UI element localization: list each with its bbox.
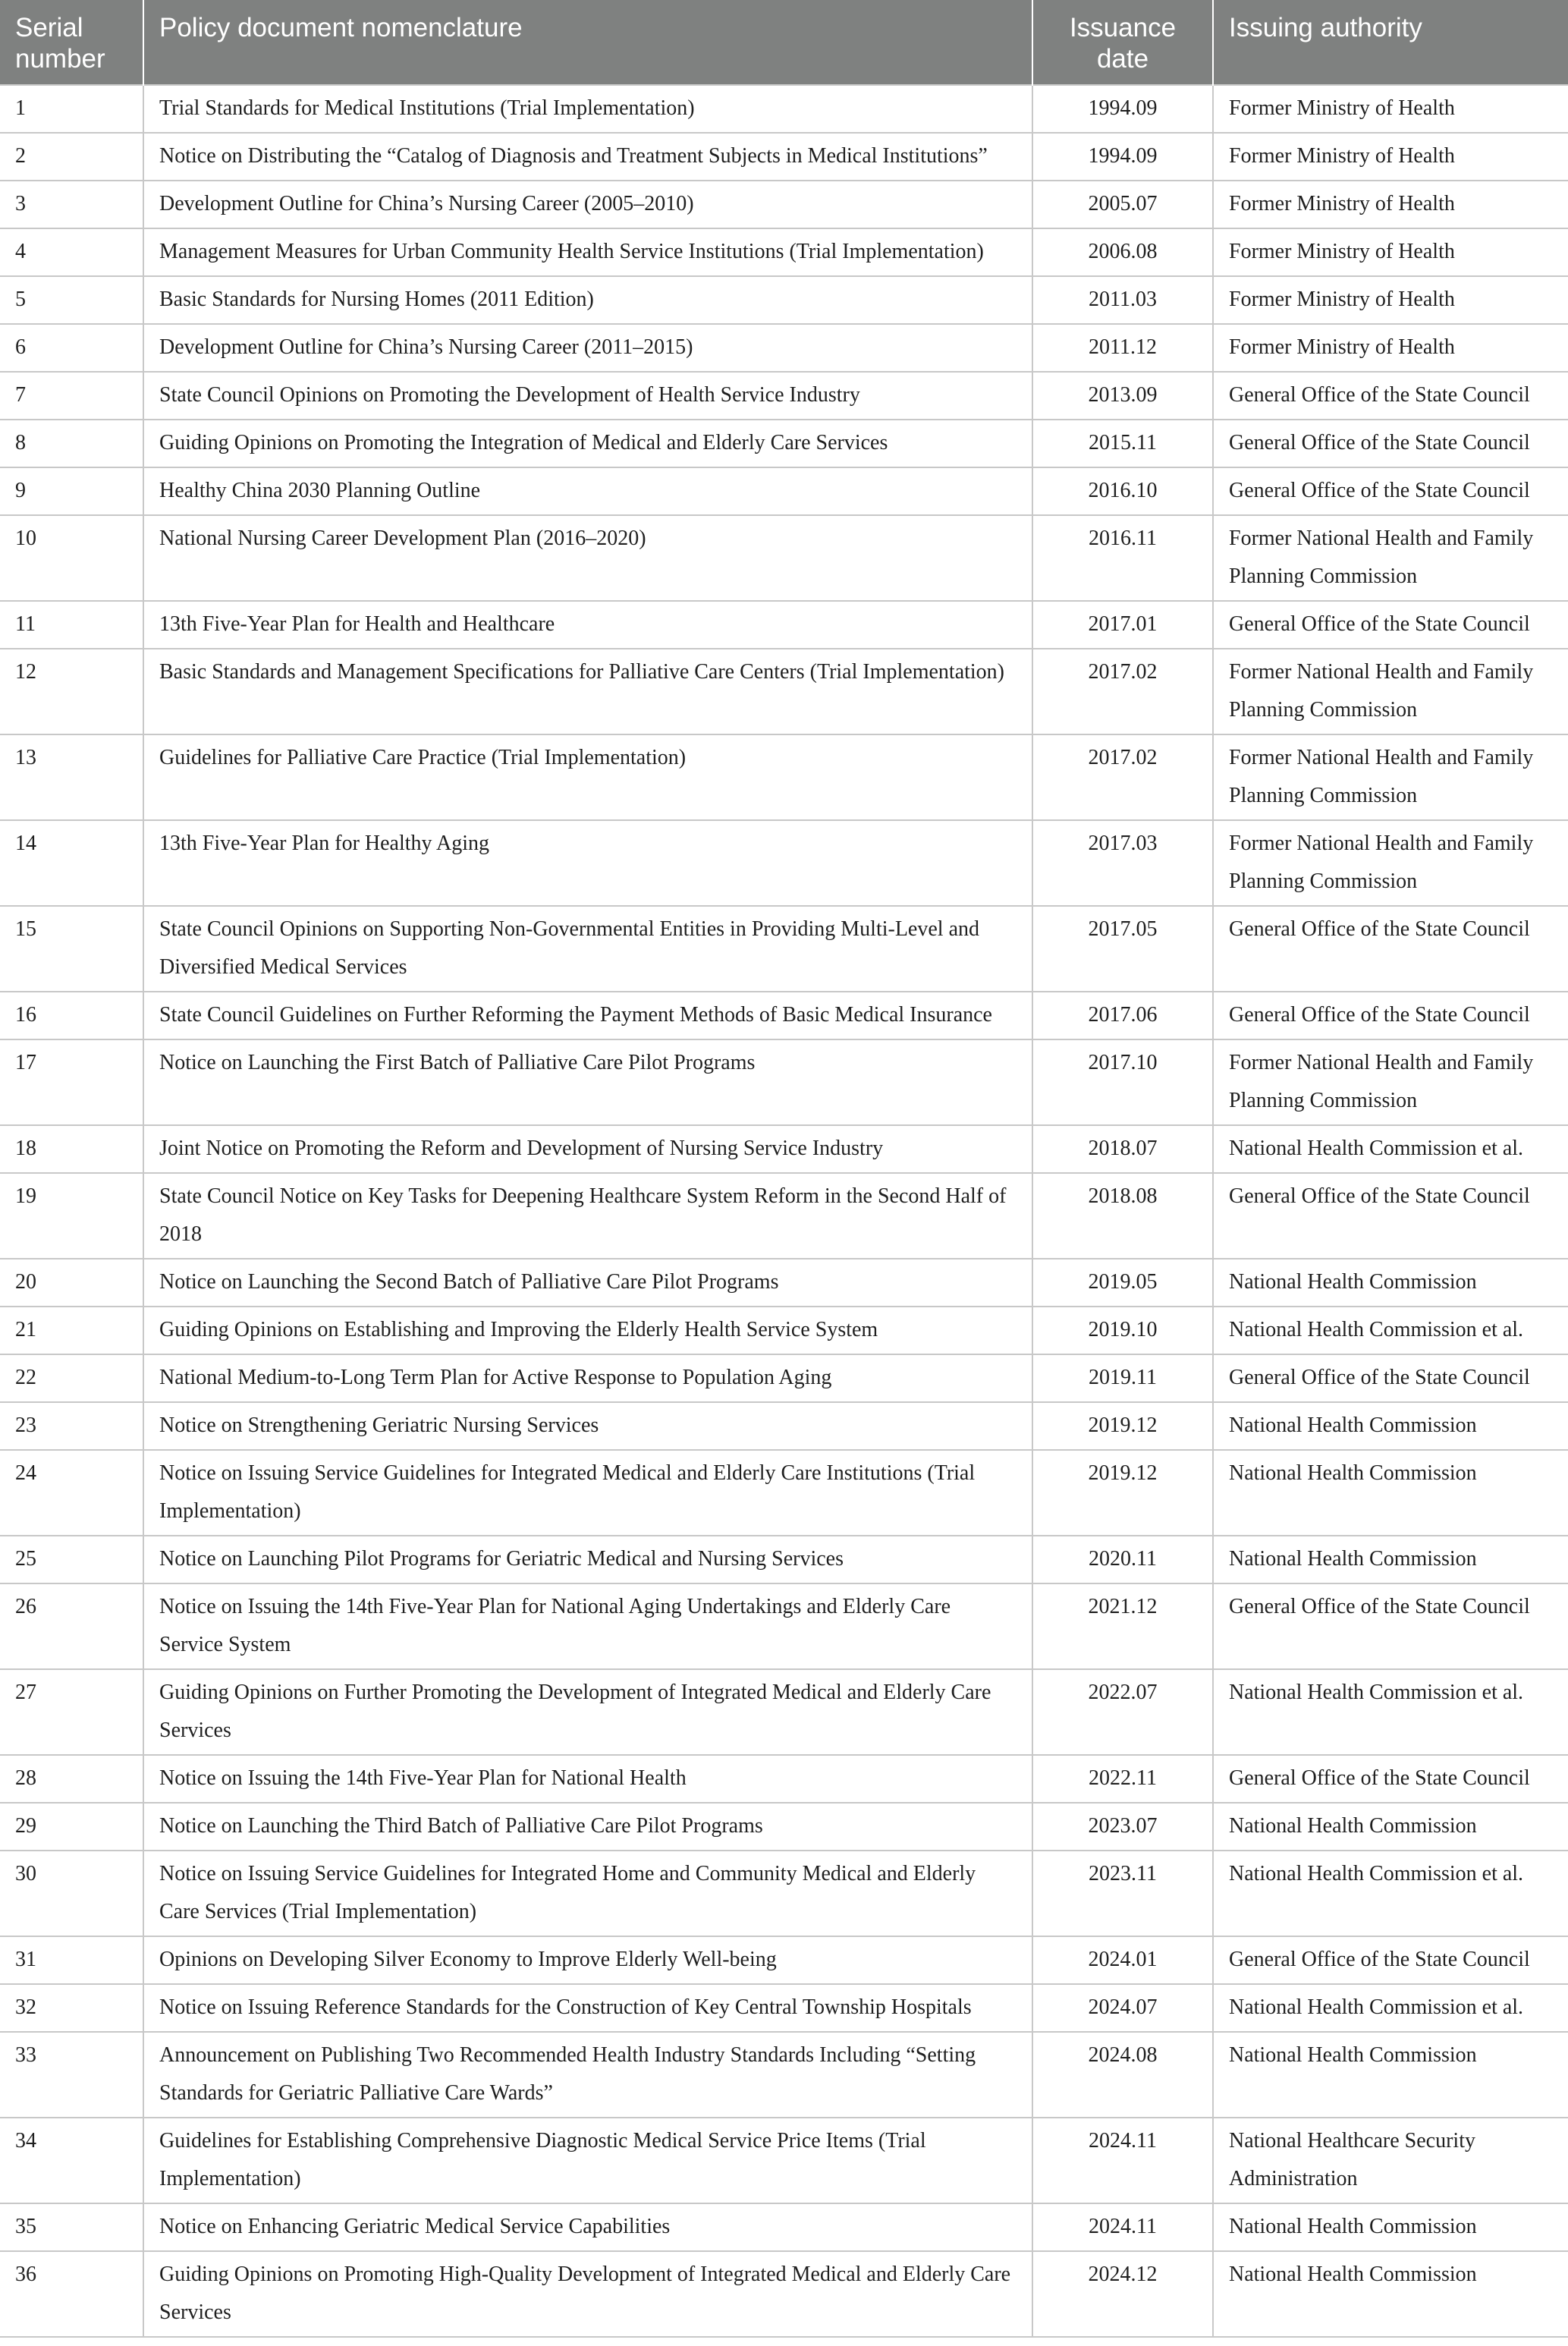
policy-document-cell: Trial Standards for Medical Institutions (Trial Implementation) — [143, 85, 1032, 133]
issuance-date-cell: 2011.12 — [1032, 324, 1213, 372]
issuing-authority-cell: Former National Health and Family Planning Commission — [1213, 820, 1568, 906]
serial-number-cell: 33 — [0, 2032, 143, 2118]
issuance-date-cell: 2023.07 — [1032, 1803, 1213, 1851]
issuance-date-cell: 2018.07 — [1032, 1125, 1213, 1173]
serial-number-cell: 5 — [0, 276, 143, 324]
policy-document-cell: Notice on Launching the Second Batch of Palliative Care Pilot Programs — [143, 1259, 1032, 1307]
table-row — [0, 467, 1568, 515]
table-row — [0, 2203, 1568, 2251]
issuing-authority-cell: National Health Commission — [1213, 1402, 1568, 1450]
issuing-authority-cell: Former National Health and Family Planning Commission — [1213, 515, 1568, 601]
issuing-authority-cell: National Health Commission et al. — [1213, 1307, 1568, 1354]
policy-document-cell: Notice on Issuing the 14th Five-Year Plan for National Health — [143, 1755, 1032, 1803]
serial-number-cell: 17 — [0, 1039, 143, 1125]
issuance-date-cell: 2019.11 — [1032, 1354, 1213, 1402]
issuance-date-cell: 2006.08 — [1032, 228, 1213, 276]
issuance-date-cell: 2019.10 — [1032, 1307, 1213, 1354]
table-row — [0, 133, 1568, 181]
issuing-authority-cell: General Office of the State Council — [1213, 1354, 1568, 1402]
issuance-date-cell: 2024.12 — [1032, 2251, 1213, 2337]
policy-document-cell: Notice on Launching the Third Batch of Palliative Care Pilot Programs — [143, 1803, 1032, 1851]
table-row — [0, 1307, 1568, 1354]
policy-document-cell: National Medium-to-Long Term Plan for Active Response to Population Aging — [143, 1354, 1032, 1402]
issuing-authority-cell: General Office of the State Council — [1213, 992, 1568, 1039]
serial-number-cell: 21 — [0, 1307, 143, 1354]
issuance-date-cell: 2023.11 — [1032, 1851, 1213, 1936]
issuance-date-cell: 2016.10 — [1032, 467, 1213, 515]
issuance-date-cell: 2019.12 — [1032, 1402, 1213, 1450]
table-row — [0, 820, 1568, 906]
issuance-date-cell: 2017.06 — [1032, 992, 1213, 1039]
table-row — [0, 2251, 1568, 2337]
issuance-date-cell: 2017.03 — [1032, 820, 1213, 906]
serial-number-cell: 20 — [0, 1259, 143, 1307]
issuing-authority-cell: General Office of the State Council — [1213, 1936, 1568, 1984]
serial-number-cell: 27 — [0, 1669, 143, 1755]
serial-number-cell: 36 — [0, 2251, 143, 2337]
issuance-date-cell: 2024.11 — [1032, 2203, 1213, 2251]
issuance-date-cell: 2013.09 — [1032, 372, 1213, 420]
serial-number-cell: 16 — [0, 992, 143, 1039]
issuance-date-cell: 2016.11 — [1032, 515, 1213, 601]
issuing-authority-cell: Former Ministry of Health — [1213, 181, 1568, 228]
policy-document-cell: Notice on Distributing the “Catalog of Diagnosis and Treatment Subjects in Medical Institutions” — [143, 133, 1032, 181]
issuing-authority-cell: Former National Health and Family Planning Commission — [1213, 1039, 1568, 1125]
issuance-date-cell: 2017.10 — [1032, 1039, 1213, 1125]
issuance-date-cell: 2011.03 — [1032, 276, 1213, 324]
issuing-authority-cell: Former National Health and Family Planning Commission — [1213, 734, 1568, 820]
serial-number-cell: 6 — [0, 324, 143, 372]
table-body — [0, 85, 1568, 2337]
policy-document-cell: Guiding Opinions on Promoting High-Quality Development of Integrated Medical and Elderly Care Services — [143, 2251, 1032, 2337]
issuing-authority-cell: General Office of the State Council — [1213, 601, 1568, 649]
table-row — [0, 181, 1568, 228]
serial-number-cell: 2 — [0, 133, 143, 181]
issuance-date-cell: 2022.11 — [1032, 1755, 1213, 1803]
issuing-authority-cell: General Office of the State Council — [1213, 1173, 1568, 1259]
table-row — [0, 601, 1568, 649]
issuing-authority-cell: Former National Health and Family Planning Commission — [1213, 649, 1568, 734]
serial-number-cell: 25 — [0, 1536, 143, 1583]
policy-document-cell: Notice on Strengthening Geriatric Nursing Services — [143, 1402, 1032, 1450]
issuance-date-cell: 2022.07 — [1032, 1669, 1213, 1755]
policy-document-cell: Notice on Launching Pilot Programs for Geriatric Medical and Nursing Services — [143, 1536, 1032, 1583]
issuing-authority-cell: National Health Commission et al. — [1213, 1125, 1568, 1173]
issuance-date-cell: 2020.11 — [1032, 1536, 1213, 1583]
table-header — [0, 0, 1568, 85]
issuing-authority-cell: National Health Commission — [1213, 1450, 1568, 1536]
table-row — [0, 1402, 1568, 1450]
issuing-authority-cell: General Office of the State Council — [1213, 1583, 1568, 1669]
issuance-date-cell: 2017.02 — [1032, 649, 1213, 734]
policy-document-cell: State Council Opinions on Promoting the Development of Health Service Industry — [143, 372, 1032, 420]
issuing-authority-cell: National Health Commission — [1213, 2251, 1568, 2337]
issuing-authority-cell: National Health Commission et al. — [1213, 1851, 1568, 1936]
policy-document-cell: Joint Notice on Promoting the Reform and Development of Nursing Service Industry — [143, 1125, 1032, 1173]
policy-document-cell: 13th Five-Year Plan for Healthy Aging — [143, 820, 1032, 906]
policy-document-cell: Management Measures for Urban Community Health Service Institutions (Trial Implementation) — [143, 228, 1032, 276]
issuing-authority-cell: Former Ministry of Health — [1213, 276, 1568, 324]
table-row — [0, 1173, 1568, 1259]
issuance-date-cell: 2017.01 — [1032, 601, 1213, 649]
serial-number-cell: 29 — [0, 1803, 143, 1851]
issuing-authority-cell: National Health Commission et al. — [1213, 1984, 1568, 2032]
table-row — [0, 372, 1568, 420]
policy-document-cell: Notice on Launching the First Batch of Palliative Care Pilot Programs — [143, 1039, 1032, 1125]
serial-number-cell: 31 — [0, 1936, 143, 1984]
serial-number-cell: 4 — [0, 228, 143, 276]
table-row — [0, 906, 1568, 992]
issuing-authority-cell: Former Ministry of Health — [1213, 85, 1568, 133]
table-row — [0, 276, 1568, 324]
serial-number-cell: 30 — [0, 1851, 143, 1936]
policy-document-cell: Announcement on Publishing Two Recommended Health Industry Standards Including “Setting Standards for Geriatric Palliative Care Wards” — [143, 2032, 1032, 2118]
table-row — [0, 2118, 1568, 2203]
table-row — [0, 734, 1568, 820]
header-row — [0, 0, 1568, 85]
issuance-date-cell: 2005.07 — [1032, 181, 1213, 228]
table-row — [0, 1984, 1568, 2032]
serial-number-cell: 24 — [0, 1450, 143, 1536]
issuing-authority-cell: National Health Commission et al. — [1213, 1669, 1568, 1755]
policy-document-cell: Development Outline for China’s Nursing Career (2011–2015) — [143, 324, 1032, 372]
serial-number-cell: 9 — [0, 467, 143, 515]
table-row — [0, 1583, 1568, 1669]
table-row — [0, 1536, 1568, 1583]
table-row — [0, 1450, 1568, 1536]
header-issuing-authority: Issuing authority — [1213, 0, 1568, 85]
policy-document-cell: Notice on Issuing Service Guidelines for Integrated Medical and Elderly Care Institutions (Trial Implementation) — [143, 1450, 1032, 1536]
issuance-date-cell: 2019.12 — [1032, 1450, 1213, 1536]
serial-number-cell: 34 — [0, 2118, 143, 2203]
serial-number-cell: 8 — [0, 420, 143, 467]
table-row — [0, 1936, 1568, 1984]
issuing-authority-cell: General Office of the State Council — [1213, 420, 1568, 467]
table-row — [0, 324, 1568, 372]
header-issuance-date: Issuance date — [1032, 0, 1213, 85]
policy-document-cell: State Council Guidelines on Further Reforming the Payment Methods of Basic Medical Insurance — [143, 992, 1032, 1039]
table-row — [0, 1755, 1568, 1803]
table-row — [0, 1039, 1568, 1125]
issuing-authority-cell: National Health Commission — [1213, 1259, 1568, 1307]
table-row — [0, 2032, 1568, 2118]
issuance-date-cell: 2024.01 — [1032, 1936, 1213, 1984]
policy-document-cell: Basic Standards for Nursing Homes (2011 Edition) — [143, 276, 1032, 324]
table-row — [0, 1354, 1568, 1402]
table-row — [0, 1125, 1568, 1173]
issuance-date-cell: 2017.02 — [1032, 734, 1213, 820]
issuance-date-cell: 2015.11 — [1032, 420, 1213, 467]
serial-number-cell: 18 — [0, 1125, 143, 1173]
issuing-authority-cell: Former Ministry of Health — [1213, 133, 1568, 181]
issuance-date-cell: 2018.08 — [1032, 1173, 1213, 1259]
serial-number-cell: 14 — [0, 820, 143, 906]
issuance-date-cell: 2019.05 — [1032, 1259, 1213, 1307]
table-row — [0, 420, 1568, 467]
policy-document-cell: Guidelines for Palliative Care Practice (Trial Implementation) — [143, 734, 1032, 820]
issuing-authority-cell: General Office of the State Council — [1213, 467, 1568, 515]
issuing-authority-cell: National Healthcare Security Administration — [1213, 2118, 1568, 2203]
policy-document-cell: Guidelines for Establishing Comprehensive Diagnostic Medical Service Price Items (Trial Implementation) — [143, 2118, 1032, 2203]
serial-number-cell: 19 — [0, 1173, 143, 1259]
serial-number-cell: 7 — [0, 372, 143, 420]
issuance-date-cell: 2024.08 — [1032, 2032, 1213, 2118]
serial-number-cell: 13 — [0, 734, 143, 820]
issuing-authority-cell: National Health Commission — [1213, 2032, 1568, 2118]
issuance-date-cell: 2021.12 — [1032, 1583, 1213, 1669]
policy-document-cell: Development Outline for China’s Nursing Career (2005–2010) — [143, 181, 1032, 228]
serial-number-cell: 11 — [0, 601, 143, 649]
table-row — [0, 992, 1568, 1039]
table-row — [0, 1803, 1568, 1851]
policy-document-cell: State Council Notice on Key Tasks for Deepening Healthcare System Reform in the Second Half of 2018 — [143, 1173, 1032, 1259]
issuing-authority-cell: Former Ministry of Health — [1213, 228, 1568, 276]
issuing-authority-cell: Former Ministry of Health — [1213, 324, 1568, 372]
policy-document-cell: Notice on Issuing Reference Standards for the Construction of Key Central Township Hospitals — [143, 1984, 1032, 2032]
issuance-date-cell: 2017.05 — [1032, 906, 1213, 992]
serial-number-cell: 28 — [0, 1755, 143, 1803]
table-row — [0, 1851, 1568, 1936]
serial-number-cell: 10 — [0, 515, 143, 601]
serial-number-cell: 23 — [0, 1402, 143, 1450]
policy-document-cell: Notice on Enhancing Geriatric Medical Service Capabilities — [143, 2203, 1032, 2251]
serial-number-cell: 22 — [0, 1354, 143, 1402]
serial-number-cell: 1 — [0, 85, 143, 133]
header-serial-number: Serial number — [0, 0, 143, 85]
issuance-date-cell: 2024.07 — [1032, 1984, 1213, 2032]
table-row — [0, 228, 1568, 276]
issuing-authority-cell: National Health Commission — [1213, 2203, 1568, 2251]
serial-number-cell: 26 — [0, 1583, 143, 1669]
policy-document-cell: Notice on Issuing Service Guidelines for Integrated Home and Community Medical and Elderly Care Services (Trial Implementation) — [143, 1851, 1032, 1936]
serial-number-cell: 15 — [0, 906, 143, 992]
serial-number-cell: 32 — [0, 1984, 143, 2032]
table-row — [0, 515, 1568, 601]
policy-document-cell: Guiding Opinions on Further Promoting the Development of Integrated Medical and Elderly Care Services — [143, 1669, 1032, 1755]
policy-document-cell: Guiding Opinions on Promoting the Integration of Medical and Elderly Care Services — [143, 420, 1032, 467]
policy-document-cell: National Nursing Career Development Plan (2016–2020) — [143, 515, 1032, 601]
table-row — [0, 649, 1568, 734]
table-row — [0, 1259, 1568, 1307]
serial-number-cell: 12 — [0, 649, 143, 734]
issuance-date-cell: 2024.11 — [1032, 2118, 1213, 2203]
issuing-authority-cell: General Office of the State Council — [1213, 372, 1568, 420]
table-row — [0, 1669, 1568, 1755]
issuance-date-cell: 1994.09 — [1032, 133, 1213, 181]
policy-document-cell: Guiding Opinions on Establishing and Improving the Elderly Health Service System — [143, 1307, 1032, 1354]
policy-document-cell: State Council Opinions on Supporting Non-Governmental Entities in Providing Multi-Level and Diversified Medical Services — [143, 906, 1032, 992]
issuing-authority-cell: National Health Commission — [1213, 1536, 1568, 1583]
policy-document-cell: 13th Five-Year Plan for Health and Healthcare — [143, 601, 1032, 649]
issuing-authority-cell: General Office of the State Council — [1213, 906, 1568, 992]
policy-document-cell: Healthy China 2030 Planning Outline — [143, 467, 1032, 515]
policy-document-cell: Notice on Issuing the 14th Five-Year Plan for National Aging Undertakings and Elderly Care Service System — [143, 1583, 1032, 1669]
issuance-date-cell: 1994.09 — [1032, 85, 1213, 133]
issuing-authority-cell: General Office of the State Council — [1213, 1755, 1568, 1803]
header-policy-document: Policy document nomenclature — [143, 0, 1032, 85]
serial-number-cell: 35 — [0, 2203, 143, 2251]
policy-document-cell: Opinions on Developing Silver Economy to Improve Elderly Well-being — [143, 1936, 1032, 1984]
issuing-authority-cell: National Health Commission — [1213, 1803, 1568, 1851]
table-row — [0, 85, 1568, 133]
serial-number-cell: 3 — [0, 181, 143, 228]
policy-document-cell: Basic Standards and Management Specifications for Palliative Care Centers (Trial Implementation) — [143, 649, 1032, 734]
